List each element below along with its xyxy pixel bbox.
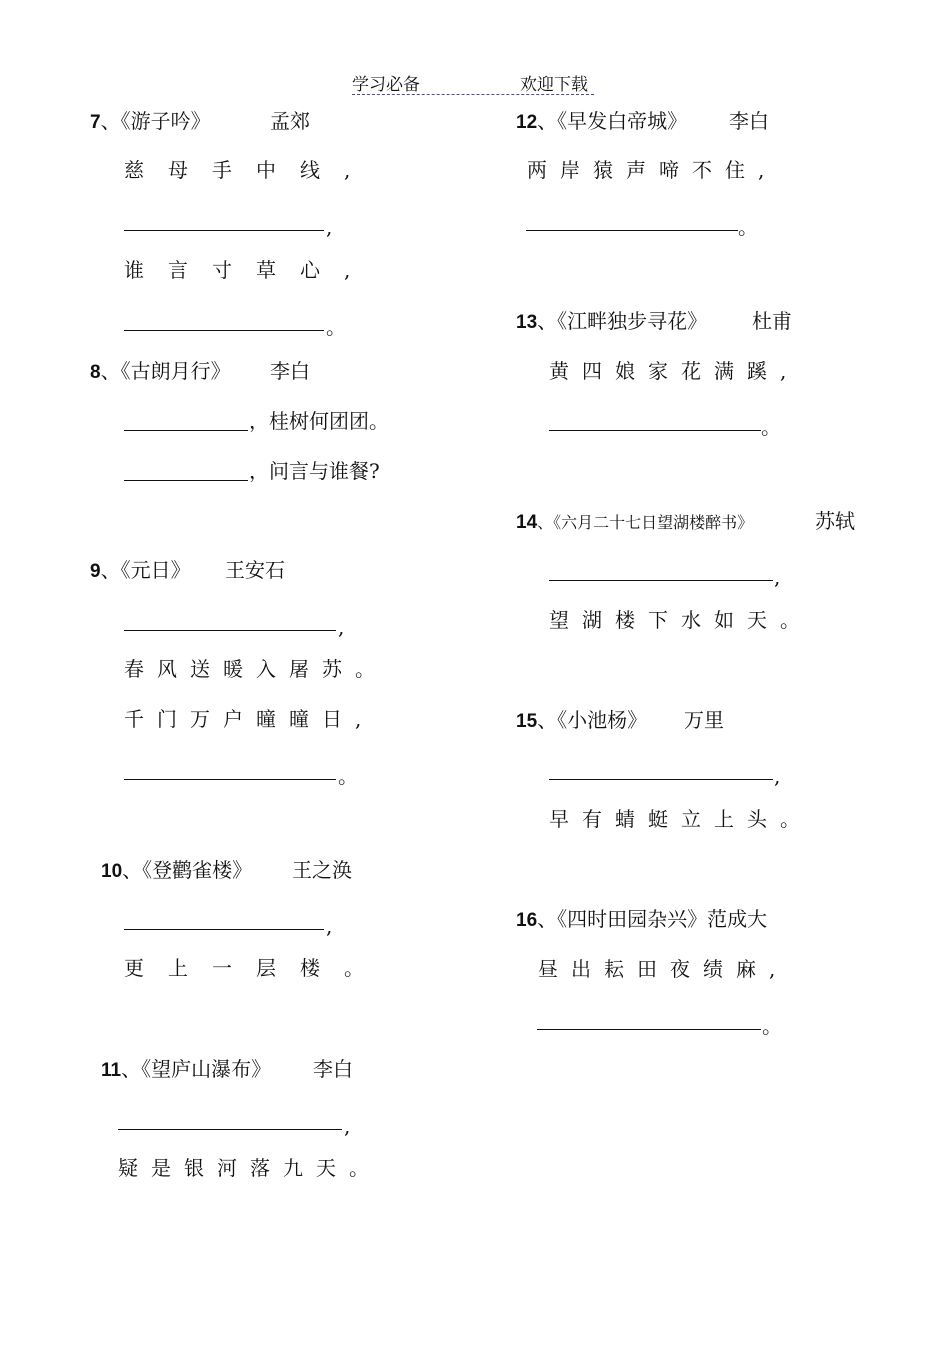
- poem-16-line-1: 昼出耘田夜绩麻,: [538, 957, 789, 981]
- poem-7-blank-2[interactable]: [124, 230, 324, 231]
- page-header: [352, 70, 594, 95]
- poem-8-heading: [90, 358, 231, 386]
- poem-10-title: 、《登鹳雀楼》: [122, 858, 253, 882]
- poem-13-title: 、《江畔独步寻花》: [537, 309, 708, 333]
- poem-7-title: 、《游子吟》: [100, 109, 211, 133]
- poem-8-number: 8: [90, 362, 101, 383]
- poem-13-line-1: 黄四娘家花满蹊,: [549, 359, 800, 383]
- poem-16-punct-2: 。: [762, 1014, 782, 1038]
- poem-8-author: 李白: [270, 359, 310, 383]
- poem-11-heading: [101, 1056, 271, 1084]
- poem-15-author: 万里: [684, 708, 724, 732]
- poem-15-heading: [516, 707, 647, 735]
- poem-14-heading: [516, 508, 753, 536]
- poem-14-line-2: 望湖楼下水如天。: [549, 608, 813, 632]
- poem-7-author: 孟郊: [270, 109, 310, 133]
- poem-11-number: 11: [101, 1060, 122, 1081]
- header-left-text: 学习必备: [352, 75, 420, 95]
- poem-10-line-2: 更上一层楼。: [124, 956, 388, 980]
- poem-15-number: 15: [516, 711, 538, 732]
- poem-9-punct-4: 。: [338, 764, 358, 788]
- poem-13-author: 杜甫: [752, 309, 792, 333]
- poem-9-punct-1: ,: [338, 615, 345, 639]
- poem-12-punct-2: 。: [738, 215, 758, 239]
- poem-16-blank-2[interactable]: [537, 1029, 761, 1030]
- poem-8-line-1: ，桂树何团团。: [249, 409, 389, 433]
- header-right-text: 欢迎下载: [520, 75, 588, 95]
- poem-7-heading: [90, 108, 211, 136]
- poem-9-number: 9: [90, 561, 101, 582]
- poem-7-blank-4[interactable]: [124, 330, 324, 331]
- poem-13-blank-2[interactable]: [549, 430, 761, 431]
- poem-16-title: 、《四时田园杂兴》范成大: [537, 907, 768, 931]
- poem-8-blank-2[interactable]: [124, 480, 248, 481]
- poem-14-title: 、《六月二十七日望湖楼醉书》: [537, 513, 754, 532]
- poem-16-number: 16: [516, 910, 538, 931]
- poem-8-blank-1[interactable]: [124, 430, 248, 431]
- poem-9-author: 王安石: [225, 558, 285, 582]
- poem-9-title: 、《元日》: [100, 558, 191, 582]
- poem-9-line-2: 春风送暖入屠苏。: [124, 657, 388, 681]
- poem-9-heading: [90, 557, 191, 585]
- poem-9-blank-1[interactable]: [124, 630, 336, 631]
- poem-11-line-2: 疑是银河落九天。: [118, 1156, 382, 1180]
- poem-15-blank-1[interactable]: [549, 779, 773, 780]
- poem-15-title: 、《小池杨》: [537, 708, 648, 732]
- poem-12-number: 12: [516, 112, 538, 133]
- poem-10-author: 王之涣: [292, 858, 352, 882]
- poem-8-line-2: ，问言与谁餐?: [249, 459, 380, 483]
- poem-11-title: 、《望庐山瀑布》: [121, 1057, 272, 1081]
- poem-14-blank-1[interactable]: [549, 580, 773, 581]
- poem-11-blank-1[interactable]: [118, 1129, 342, 1130]
- poem-7-punct-2: ,: [326, 215, 333, 239]
- poem-10-punct-1: ,: [326, 914, 333, 938]
- poem-7-punct-4: 。: [326, 315, 346, 339]
- poem-7-line-1: 慈母手中线,: [124, 158, 375, 182]
- poem-12-author: 李白: [729, 109, 769, 133]
- poem-12-heading: [516, 108, 687, 136]
- poem-10-number: 10: [101, 861, 123, 882]
- poem-13-punct-2: 。: [761, 415, 781, 439]
- poem-10-blank-1[interactable]: [124, 929, 324, 930]
- poem-8-title: 、《古朗月行》: [100, 359, 231, 383]
- poem-14-author: 苏轼: [815, 509, 855, 533]
- poem-10-heading: [101, 857, 252, 885]
- poem-7-line-3: 谁言寸草心,: [124, 258, 375, 282]
- poem-15-punct-1: ,: [774, 764, 781, 788]
- poem-9-blank-4[interactable]: [124, 779, 336, 780]
- poem-12-line-1: 两岸猿声啼不住,: [527, 158, 778, 182]
- poem-15-line-2: 早有蜻蜓立上头。: [549, 807, 813, 831]
- poem-13-number: 13: [516, 312, 538, 333]
- poem-11-author: 李白: [313, 1057, 353, 1081]
- poem-7-number: 7: [90, 112, 101, 133]
- poem-12-title: 、《早发白帝城》: [537, 109, 688, 133]
- poem-11-punct-1: ,: [344, 1114, 351, 1138]
- poem-16-heading: [516, 906, 767, 934]
- poem-9-line-3: 千门万户曈曈日,: [124, 707, 375, 731]
- poem-14-punct-1: ,: [774, 565, 781, 589]
- poem-13-heading: [516, 308, 707, 336]
- poem-12-blank-2[interactable]: [526, 230, 738, 231]
- poem-14-number: 14: [516, 512, 538, 533]
